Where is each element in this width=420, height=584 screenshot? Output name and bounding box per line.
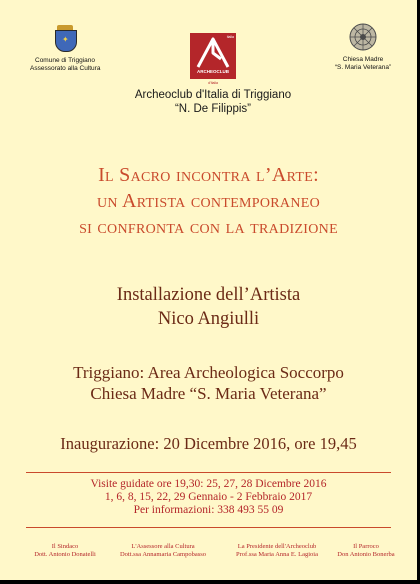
signature-name: Prof.ssa Maria Anna E. Lagioia	[236, 551, 318, 558]
title-line-3: si confronta con la tradizione	[79, 216, 338, 238]
installation-line-1: Installazione dell’Artista	[116, 285, 301, 305]
organizer-line-2: “N. De Filippis”	[174, 103, 252, 115]
title-line-2: un Artista contemporaneo	[96, 190, 321, 212]
comune-office: Assessorato alla Cultura	[30, 65, 101, 72]
signature-presidente	[222, 543, 332, 559]
title-line-1: Il Sacro incontra l’Arte:	[98, 164, 319, 186]
signature-sindaco	[22, 543, 108, 559]
bottom-divider	[26, 527, 391, 528]
guided-visits	[20, 478, 397, 517]
chiesa-logo	[320, 22, 406, 72]
venue-line-2: Chiesa Madre “S. Maria Veterana”	[90, 384, 327, 403]
signature-name: Dott. Antonio Donatelli	[34, 551, 96, 558]
artist-name: Nico Angiulli	[157, 309, 260, 329]
organizer-line-1: Archeoclub d'Italia di Triggiano	[134, 89, 292, 101]
coat-of-arms-icon: ✦	[54, 25, 76, 51]
signature-role: La Presidente dell'Archeoclub	[237, 543, 317, 550]
signature-name: Dott.ssa Annamaria Campobasso	[119, 551, 207, 558]
venue-line-1: Triggiano: Area Archeologica Soccorpo	[73, 363, 344, 382]
organizer-name	[100, 88, 326, 116]
archeoclub-logo	[190, 33, 236, 85]
comune-name: Comune di Triggiano	[35, 57, 95, 64]
visits-line-2: 1, 6, 8, 15, 22, 29 Gennaio - 2 Febbraio 2017	[104, 491, 313, 503]
signature-role: Il Parroco	[353, 543, 379, 550]
church-rosette-icon	[348, 22, 378, 52]
archeoclub-tag: ARCHEOCLUB	[197, 69, 229, 74]
signature-assessore	[108, 543, 218, 559]
signature-name: Don Antonio Bonerba	[337, 551, 395, 558]
chiesa-name: Chiesa Madre	[342, 56, 384, 63]
signature-role: Il Sindaco	[51, 543, 79, 550]
installation-info	[20, 283, 397, 331]
signature-parroco	[334, 543, 398, 559]
signature-role: L'Assessore alla Cultura	[131, 543, 195, 550]
archeoclub-subtag: d'Italia	[207, 81, 218, 85]
venue-info	[20, 362, 397, 404]
comune-logo	[30, 25, 100, 73]
event-title	[20, 162, 397, 240]
archeoclub-tiny-label: italia	[226, 35, 234, 39]
info-phone: Per informazioni: 338 493 55 09	[133, 504, 284, 516]
inauguration-date: Inaugurazione: 20 Dicembre 2016, ore 19,45	[60, 434, 357, 453]
top-divider	[26, 472, 391, 473]
visits-line-1: Visite guidate ore 19,30: 25, 27, 28 Dicembre 2016	[90, 478, 327, 490]
chiesa-dedication: “S. Maria Veterana”	[334, 64, 392, 71]
